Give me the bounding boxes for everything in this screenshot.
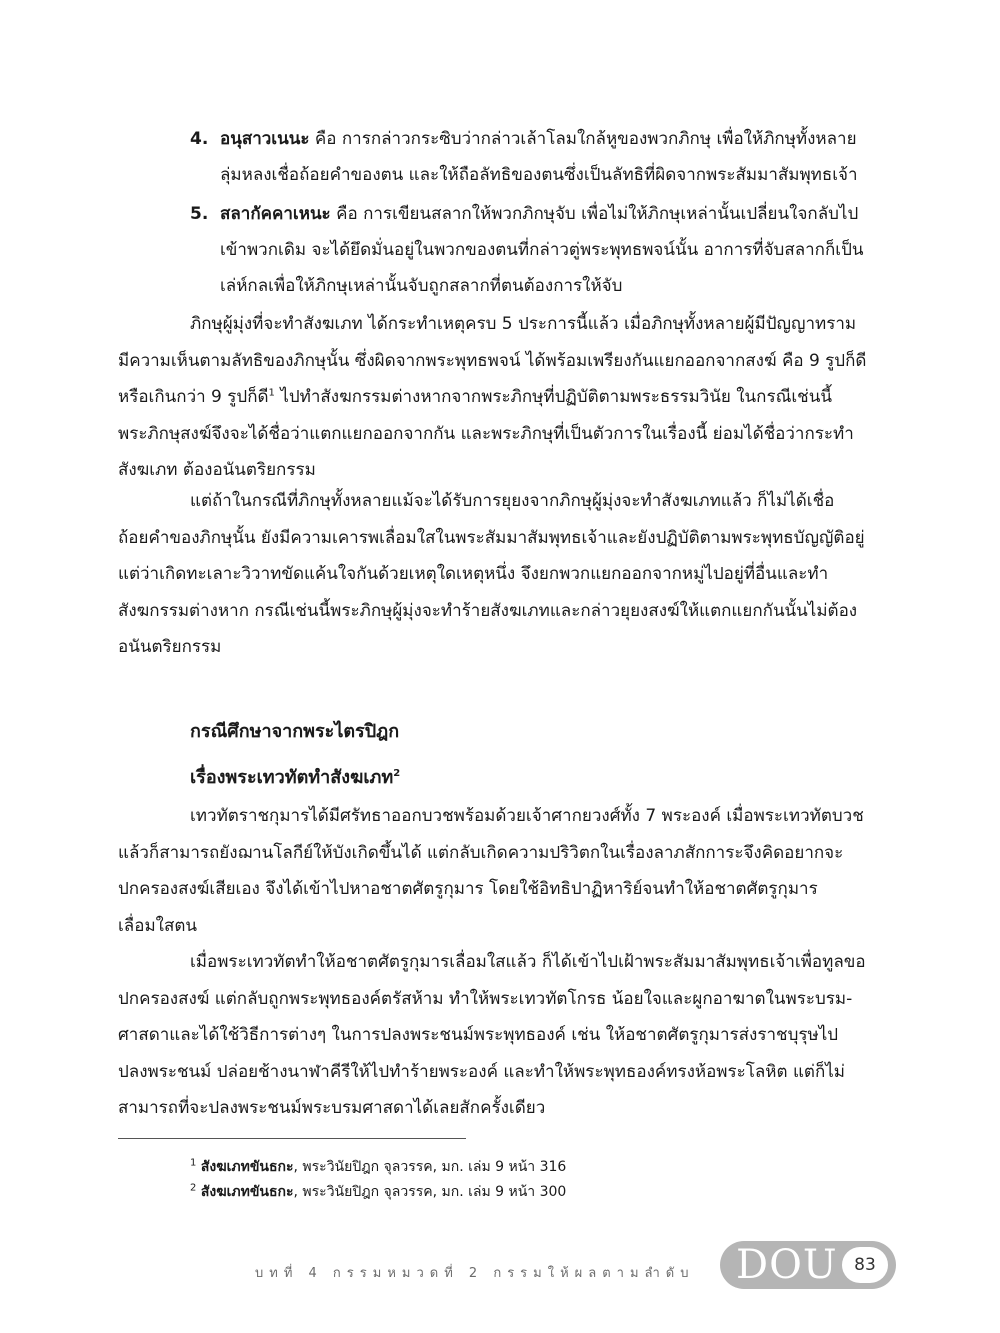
footnote-text: , พระวินัยปิฎก จุลวรรค, มก. เล่ม 9 หน้า 316 [293, 1159, 567, 1175]
paragraph-line: ปลงพระชนม์ ปล่อยช้างนาฬาคีรีให้ไปทำร้ายพระองค์ และทำให้พระพุทธองค์ทรงห้อพระโลหิต แต่ก็ไม่ [118, 1061, 846, 1082]
list-item-5 [190, 196, 895, 304]
paragraph-line: อนันตริยกรรม [118, 637, 222, 657]
list-text: ลุ่มหลงเชื่อถ้อยคำของตน และให้ถือลัทธิของตนซึ่งเป็นลัทธิที่ผิดจากพระสัมมาสัมพุทธเจ้า [220, 165, 858, 185]
footnote-ref: 1 [268, 387, 275, 399]
paragraph-line: ไปทำสังฆกรรมต่างหากจากพระภิกษุที่ปฏิบัติตามพระธรรมวินัย ในกรณีเช่นนี้ [274, 387, 832, 407]
list-term: อนุสาวเนนะ [220, 129, 310, 149]
chapter-footer: บทที่ 4 กรรมหมวดที่ 2 กรรมให้ผลตามลำดับ [255, 1266, 695, 1281]
footnote-divider [118, 1138, 466, 1139]
list-text: คือ การกล่าวกระซิบว่ากล่าวเล้าโลมใกล้หูของพวกภิกษุ เพื่อให้ภิกษุทั้งหลาย [309, 129, 857, 149]
footnote-number: 2 [190, 1182, 197, 1194]
list-number: 4. [190, 129, 209, 149]
story-heading: เรื่องพระเทวทัตทำสังฆเภท$^2$ [190, 767, 401, 788]
footnote-text: , พระวินัยปิฎก จุลวรรค, มก. เล่ม 9 หน้า 300 [293, 1184, 567, 1200]
paragraph-line: สังฆเภท ต้องอนันตริยกรรม [118, 460, 316, 480]
paragraph-1 [118, 306, 895, 489]
paragraph-4 [118, 944, 895, 1127]
list-text: เล่ห์กลเพื่อให้ภิกษุเหล่านั้นจับถูกสลากที่ตนต้องการให้จับ [220, 276, 623, 296]
paragraph-line: ภิกษุผู้มุ่งที่จะทำสังฆเภท ได้กระทำเหตุครบ 5 ประการนี้แล้ว เมื่อภิกษุทั้งหลายผู้มีปัญญาทราม [190, 314, 857, 334]
list-text: คือ การเขียนสลากให้พวกภิกษุจับ เพื่อไม่ให้ภิกษุเหล่านั้นเปลี่ยนใจกลับไป [330, 204, 859, 224]
footnote-2 [190, 1181, 566, 1203]
section-heading: กรณีศึกษาจากพระไตรปิฎก [190, 721, 400, 742]
brand-badge [720, 1241, 896, 1289]
footnote-ref: 2 [393, 768, 401, 779]
paragraph-line: แต่ว่าเกิดทะเลาะวิวาทขัดแค้นใจกันด้วยเหตุใดเหตุหนึ่ง จึงยกพวกแยกออกจากหมู่ไปอยู่ที่อื่นและทำ [118, 564, 829, 584]
paragraph-line: เทวทัตราชกุมารได้มีศรัทธาออกบวชพร้อมด้วยเจ้าศากยวงศ์ทั้ง 7 พระองค์ เมื่อพระเทวทัตบวช [190, 806, 864, 826]
paragraph-line: ปกครองสงฆ์ แต่กลับถูกพระพุทธองค์ตรัสห้าม ทำให้พระเทวทัตโกรธ น้อยใจและผูกอาฆาตในพระบรม- [118, 988, 853, 1009]
paragraph-line: สังฆกรรมต่างหาก กรณีเช่นนี้พระภิกษุผู้มุ่งจะทำร้ายสังฆเภทและกล่าวยุยงสงฆ์ให้แตกแยกกันนั้นไม่ต้อง [118, 600, 858, 621]
paragraph-line: เลื่อมใสตน [118, 915, 197, 936]
paragraph-3 [118, 798, 895, 944]
paragraph-line: เมื่อพระเทวทัตทำให้อชาตศัตรูกุมารเลื่อมใสแล้ว ก็ได้เข้าไปเฝ้าพระสัมมาสัมพุทธเจ้าเพื่อทูลขอ [190, 952, 866, 972]
brand-logo: DOU [736, 1242, 838, 1288]
paragraph-line: ถ้อยคำของภิกษุนั้น ยังมีความเคารพเลื่อมใสในพระสัมมาสัมพุทธเจ้าและยังปฏิบัติตามพระพุทธบัญญัติอยู่ [118, 527, 865, 548]
list-text: เข้าพวกเดิม จะได้ยึดมั่นอยู่ในพวกของตนที่กล่าวตู่พระพุทธพจน์นั้น อาการที่จับสลากก็เป็น [220, 240, 864, 260]
paragraph-line: แต่ถ้าในกรณีที่ภิกษุทั้งหลายแม้จะได้รับการยุยงจากภิกษุผู้มุ่งจะทำสังฆเภทแล้ว ก็ไม่ได้เชื่อ [190, 491, 835, 511]
paragraph-line: พระภิกษุสงฆ์จึงจะได้ชื่อว่าแตกแยกออกจากกัน และพระภิกษุที่เป็นตัวการในเรื่องนี้ ย่อมได้ชื่อว่ากระทำ [118, 423, 854, 444]
paragraph-line: ปกครองสงฆ์เสียเอง จึงได้เข้าไปหาอชาตศัตรูกุมาร โดยใช้อิทธิปาฏิหาริย์จนทำให้อชาตศัตรูกุมาร [118, 879, 818, 899]
list-item-4 [190, 121, 895, 193]
paragraph-line: สามารถที่จะปลงพระชนม์พระบรมศาสดาได้เลยสักครั้งเดียว [118, 1098, 546, 1118]
paragraph-line: หรือเกินกว่า 9 รูปก็ดี [118, 387, 269, 407]
paragraph-2 [118, 483, 895, 666]
paragraph-line: มีความเห็นตามลัทธิของภิกษุนั้น ซึ่งผิดจากพระพุทธพจน์ ได้พร้อมเพรียงกันแยกออกจากสงฆ์ คือ 9 รูปก็ดี [118, 350, 867, 371]
footnote-title: สังฆเภทขันธกะ [200, 1159, 294, 1175]
paragraph-line: ศาสดาและได้ใช้วิธีการต่างๆ ในการปลงพระชนม์พระพุทธองค์ เช่น ให้อชาตศัตรูกุมารส่งราชบุรุษไป [118, 1025, 839, 1045]
footnote-number: 1 [190, 1157, 197, 1169]
footnote-1 [190, 1156, 566, 1178]
footnote-title: สังฆเภทขันธกะ [200, 1184, 294, 1200]
page-number: 83 [842, 1247, 888, 1283]
list-number: 5. [190, 204, 209, 224]
list-term: สลากัคคาเหนะ [220, 204, 331, 224]
paragraph-line: แล้วก็สามารถยังฌานโลกีย์ให้บังเกิดขึ้นได้ แต่กลับเกิดความปริวิตกในเรื่องลาภสักการะจึงคิดอยากจะ [118, 842, 844, 863]
